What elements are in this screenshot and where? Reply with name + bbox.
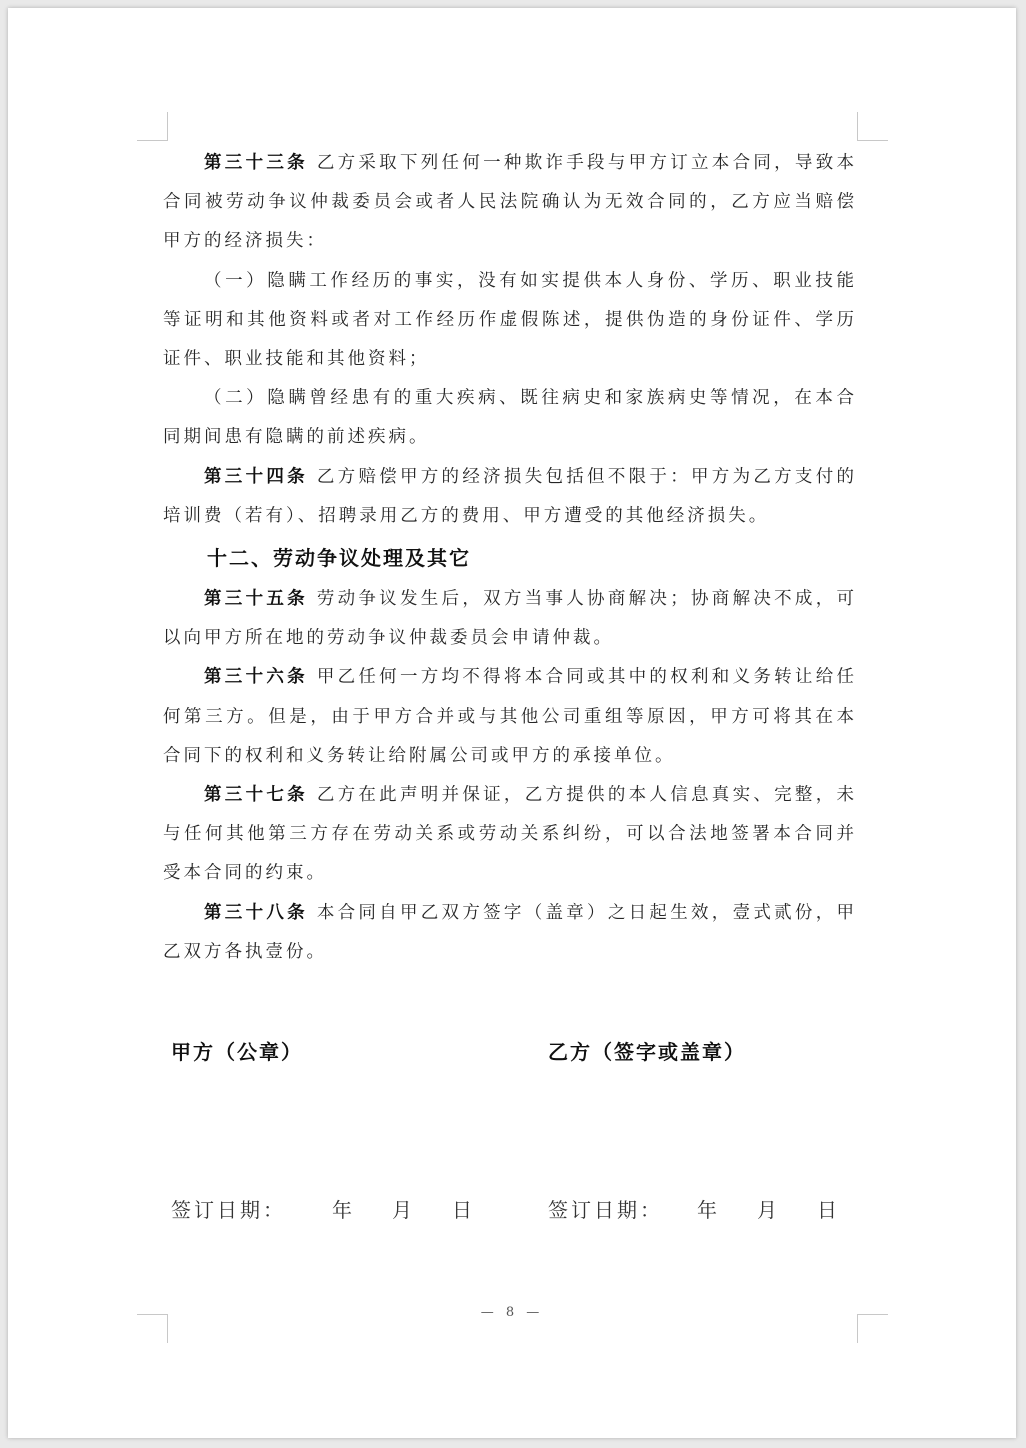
article-38 bbox=[163, 894, 857, 972]
month-label: 月 bbox=[757, 1198, 777, 1222]
article-text: 本合同自甲乙双方签字（盖章）之日起生效，壹式贰份，甲乙双方各执壹份。 bbox=[163, 902, 858, 962]
page-number: — 8 — bbox=[480, 1305, 544, 1320]
clause-text: （二）隐瞒曾经患有的重大疾病、既往病史和家族病史等情况，在本合同期间患有隐瞒的前述疾病。 bbox=[163, 388, 857, 448]
year-label: 年 bbox=[332, 1198, 352, 1222]
article-text: 乙方采取下列任何一种欺诈手段与甲方订立本合同，导致本合同被劳动争议仲裁委员会或者人民法院确认为无效合同的，乙方应当赔偿甲方的经济损失： bbox=[163, 153, 858, 252]
article-number: 第三十三条 bbox=[204, 153, 308, 173]
day-label: 日 bbox=[817, 1198, 837, 1222]
article-text: 甲乙任何一方均不得将本合同或其中的权利和义务转让给任何第三方。但是，由于甲方合并或与其他公司重组等原因，甲方可将其在本合同下的权利和义务转让给附属公司或甲方的承接单位。 bbox=[163, 667, 858, 766]
clause-item-1 bbox=[163, 262, 857, 380]
document-body bbox=[163, 144, 857, 972]
article-35 bbox=[163, 580, 857, 658]
date-label: 签订日期： bbox=[548, 1198, 663, 1222]
margin-mark-top-right bbox=[857, 112, 888, 141]
margin-mark-top-left bbox=[137, 112, 168, 141]
section-heading: 十二、劳动争议处理及其它 bbox=[207, 546, 471, 571]
party-a-date bbox=[171, 1194, 472, 1223]
date-label: 签订日期： bbox=[171, 1198, 286, 1222]
article-text: 乙方在此声明并保证，乙方提供的本人信息真实、完整，未与任何其他第三方存在劳动关系或劳动关系纠纷，可以合法地签署本合同并受本合同的约束。 bbox=[163, 785, 858, 884]
party-b-date bbox=[548, 1194, 837, 1223]
article-number: 第三十八条 bbox=[204, 902, 308, 923]
month-label: 月 bbox=[392, 1198, 412, 1222]
party-a-label: 甲方（公章） bbox=[171, 1040, 303, 1064]
signing-dates bbox=[163, 1194, 863, 1234]
article-34 bbox=[163, 458, 857, 536]
article-36 bbox=[163, 658, 857, 776]
party-b-label: 乙方（签字或盖章） bbox=[548, 1040, 746, 1064]
clause-item-2 bbox=[163, 379, 857, 457]
article-number: 第三十六条 bbox=[204, 667, 308, 688]
article-number: 第三十四条 bbox=[204, 466, 308, 487]
article-text: 乙方赔偿甲方的经济损失包括但不限于：甲方为乙方支付的培训费（若有）、招聘录用乙方的费用、甲方遭受的其他经济损失。 bbox=[163, 466, 858, 526]
article-number: 第三十七条 bbox=[204, 785, 308, 806]
article-number: 第三十五条 bbox=[204, 589, 308, 610]
article-text: 劳动争议发生后，双方当事人协商解决；协商解决不成，可以向甲方所在地的劳动争议仲裁委员会申请仲裁。 bbox=[163, 589, 858, 649]
signature-parties bbox=[163, 1036, 863, 1076]
document-page bbox=[8, 8, 1016, 1438]
year-label: 年 bbox=[697, 1198, 717, 1222]
clause-text: （一）隐瞒工作经历的事实，没有如实提供本人身份、学历、职业技能等证明和其他资料或者对工作经历作虚假陈述，提供伪造的身份证件、学历证件、职业技能和其他资料； bbox=[163, 270, 857, 370]
article-33 bbox=[163, 144, 857, 262]
day-label: 日 bbox=[452, 1198, 472, 1222]
article-37 bbox=[163, 776, 857, 894]
